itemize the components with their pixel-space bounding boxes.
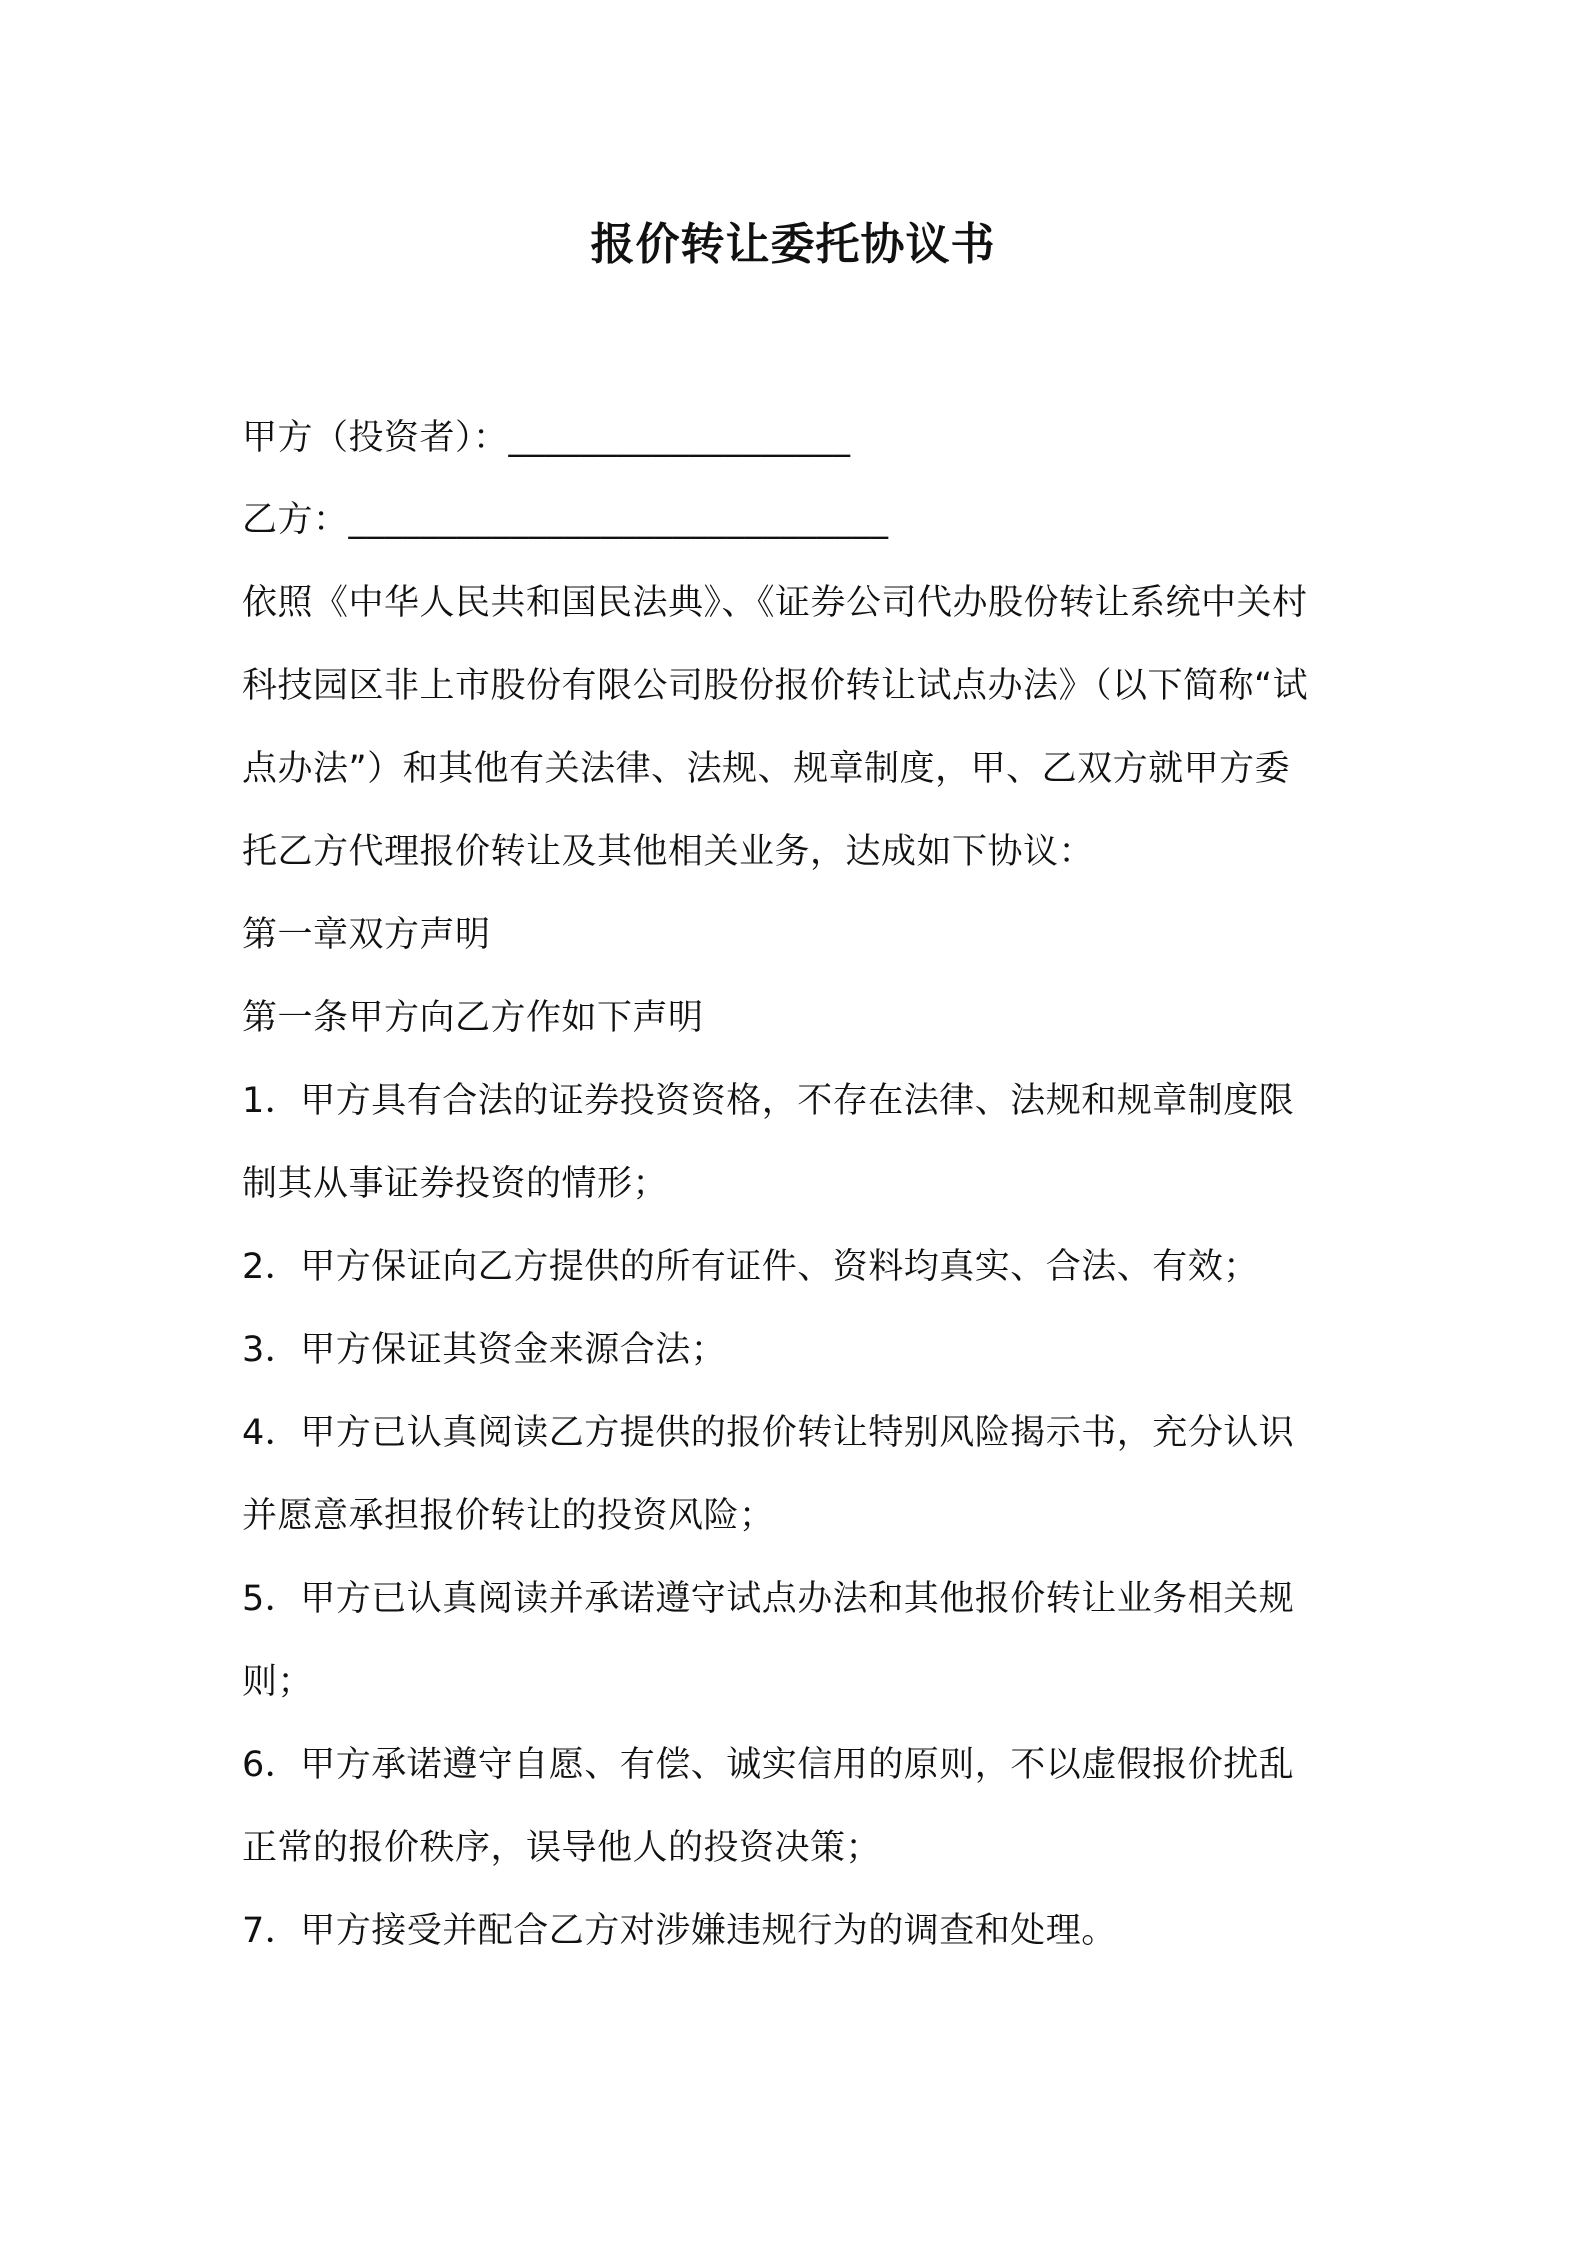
clause-line: 则； [242, 1662, 314, 1702]
chapter-heading: 第一章双方声明 [242, 915, 491, 955]
clause-line: 2．甲方保证向乙方提供的所有证件、资料均真实、合法、有效； [242, 1247, 1259, 1287]
clause-line: 7．甲方接受并配合乙方对涉嫌违规行为的调查和处理。 [242, 1911, 1117, 1951]
document-title: 报价转让委托协议书 [590, 219, 996, 270]
party-b-line: 乙方：______________________________ [242, 500, 889, 540]
clause-line: 并愿意承担报价转让的投资风险； [242, 1496, 775, 1536]
article-heading: 第一条甲方向乙方作如下声明 [242, 998, 704, 1038]
clause-line: 制其从事证券投资的情形； [242, 1164, 669, 1204]
clause-line: 正常的报价秩序，误导他人的投资决策； [242, 1828, 882, 1868]
clause-line: 3．甲方保证其资金来源合法； [242, 1330, 727, 1370]
clause-line: 5．甲方已认真阅读并承诺遵守试点办法和其他报价转让业务相关规 [242, 1579, 1295, 1619]
clause-line: 1．甲方具有合法的证券投资资格，不存在法律、法规和规章制度限 [242, 1081, 1295, 1121]
intro-line: 点办法”）和其他有关法律、法规、规章制度，甲、乙双方就甲方委 [242, 749, 1291, 789]
clause-line: 6．甲方承诺遵守自愿、有偿、诚实信用的原则，不以虚假报价扰乱 [242, 1745, 1295, 1785]
clause-line: 4．甲方已认真阅读乙方提供的报价转让特别风险揭示书，充分认识 [242, 1413, 1295, 1453]
party-a-line: 甲方（投资者）：___________________ [242, 418, 851, 458]
intro-line: 托乙方代理报价转让及其他相关业务，达成如下协议： [242, 832, 1095, 872]
intro-line: 依照《中华人民共和国民法典》、《证券公司代办股份转让系统中关村 [242, 583, 1308, 623]
intro-line: 科技园区非上市股份有限公司股份报价转让试点办法》（以下简称“试 [242, 666, 1309, 706]
